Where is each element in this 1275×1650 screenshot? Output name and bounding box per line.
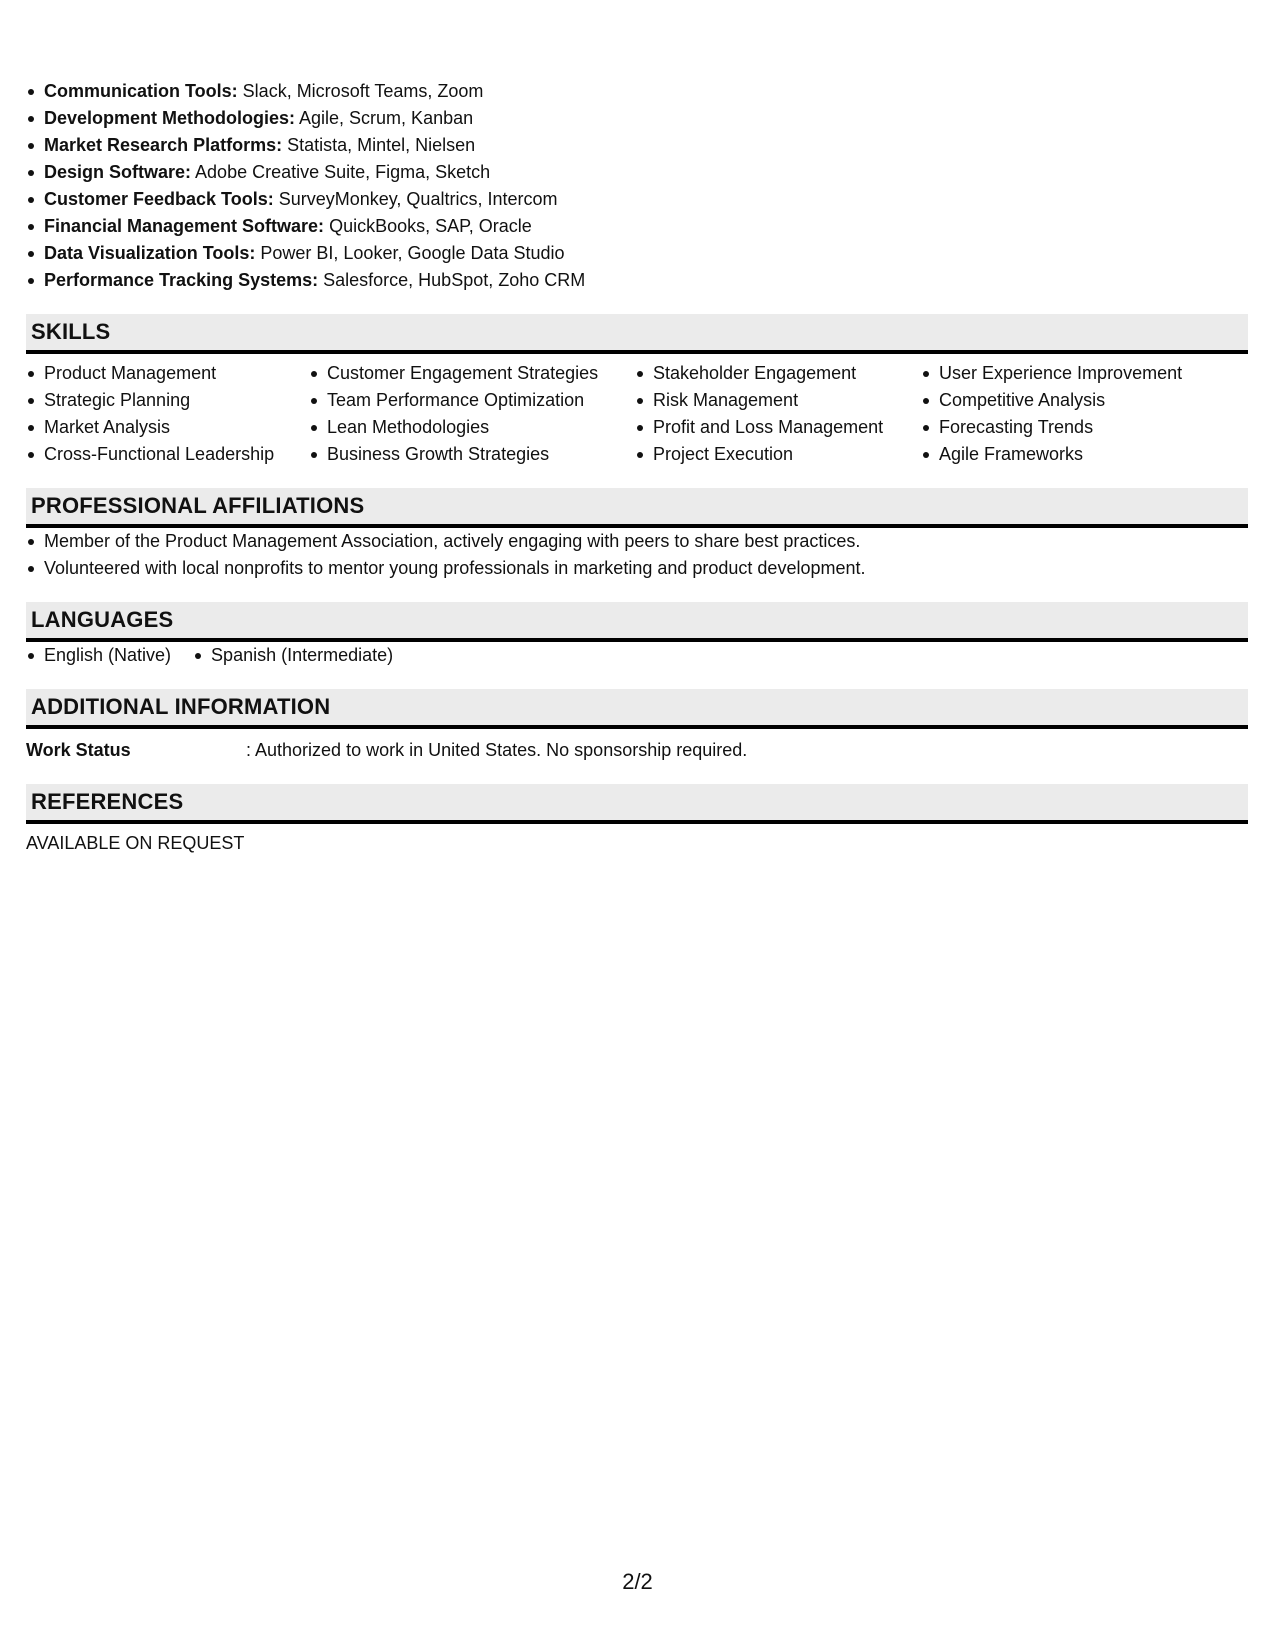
section-title: LANGUAGES (31, 607, 174, 632)
tool-value: QuickBooks, SAP, Oracle (324, 216, 532, 236)
section-title: REFERENCES (31, 789, 184, 814)
section-title: SKILLS (31, 319, 111, 344)
tool-value: SurveyMonkey, Qualtrics, Intercom (273, 189, 558, 209)
skill-item: Project Execution (635, 441, 921, 468)
skill-item: Forecasting Trends (921, 414, 1204, 441)
additional-info-heading (26, 689, 1248, 729)
tool-label: Development Methodologies: (44, 108, 296, 128)
skill-item: Strategic Planning (26, 387, 309, 414)
skills-column (309, 360, 635, 468)
tool-label: Data Visualization Tools: (44, 243, 256, 263)
skill-item: Agile Frameworks (921, 441, 1204, 468)
page-number: 2/2 (622, 1569, 653, 1594)
tool-value: Statista, Mintel, Nielsen (282, 135, 476, 155)
tools-list (26, 78, 1248, 294)
skill-item: Stakeholder Engagement (635, 360, 921, 387)
resume-page (26, 78, 1248, 857)
affiliations-heading (26, 488, 1248, 528)
section-title: ADDITIONAL INFORMATION (31, 694, 331, 719)
skills-grid (26, 354, 1248, 468)
skill-item: Market Analysis (26, 414, 309, 441)
work-status-label: Work Status (26, 740, 131, 760)
tool-label: Financial Management Software: (44, 216, 325, 236)
list-item (26, 159, 1248, 186)
languages-list (26, 642, 1248, 669)
skill-item: Customer Engagement Strategies (309, 360, 635, 387)
tool-label: Design Software: (44, 162, 192, 182)
section-title: PROFESSIONAL AFFILIATIONS (31, 493, 365, 518)
list-item (26, 267, 1248, 294)
skills-column (26, 360, 309, 468)
tool-value: Adobe Creative Suite, Figma, Sketch (191, 162, 491, 182)
list-item (26, 213, 1248, 240)
work-status-value: : Authorized to work in United States. No sponsorship required. (246, 740, 748, 760)
list-item (26, 105, 1248, 132)
skills-column (921, 360, 1204, 468)
skill-item: Product Management (26, 360, 309, 387)
tool-label: Customer Feedback Tools: (44, 189, 274, 209)
skill-item: Business Growth Strategies (309, 441, 635, 468)
references-text: AVAILABLE ON REQUEST (26, 833, 245, 853)
skill-item: Cross-Functional Leadership (26, 441, 309, 468)
tool-value: Slack, Microsoft Teams, Zoom (237, 81, 484, 101)
skill-item: Risk Management (635, 387, 921, 414)
skill-item: Lean Methodologies (309, 414, 635, 441)
skills-heading (26, 314, 1248, 354)
languages-heading (26, 602, 1248, 642)
references-heading (26, 784, 1248, 824)
list-item (26, 186, 1248, 213)
list-item: Volunteered with local nonprofits to mentor young professionals in marketing and product development. (26, 555, 1248, 582)
skill-item: Competitive Analysis (921, 387, 1204, 414)
list-item (26, 240, 1248, 267)
affiliations-list (26, 528, 1248, 582)
list-item (26, 132, 1248, 159)
skills-column (635, 360, 921, 468)
skill-item: Team Performance Optimization (309, 387, 635, 414)
tool-label: Market Research Platforms: (44, 135, 283, 155)
skill-item: Profit and Loss Management (635, 414, 921, 441)
tool-label: Communication Tools: (44, 81, 238, 101)
tool-value: Agile, Scrum, Kanban (295, 108, 474, 128)
tool-label: Performance Tracking Systems: (44, 270, 319, 290)
language-item: English (Native) (26, 642, 171, 669)
work-status-row (26, 731, 1248, 764)
language-item: Spanish (Intermediate) (193, 642, 393, 669)
list-item: Member of the Product Management Association, actively engaging with peers to share best practices. (26, 528, 1248, 555)
list-item (26, 78, 1248, 105)
tool-value: Power BI, Looker, Google Data Studio (255, 243, 565, 263)
skill-item: User Experience Improvement (921, 360, 1204, 387)
tool-value: Salesforce, HubSpot, Zoho CRM (318, 270, 586, 290)
